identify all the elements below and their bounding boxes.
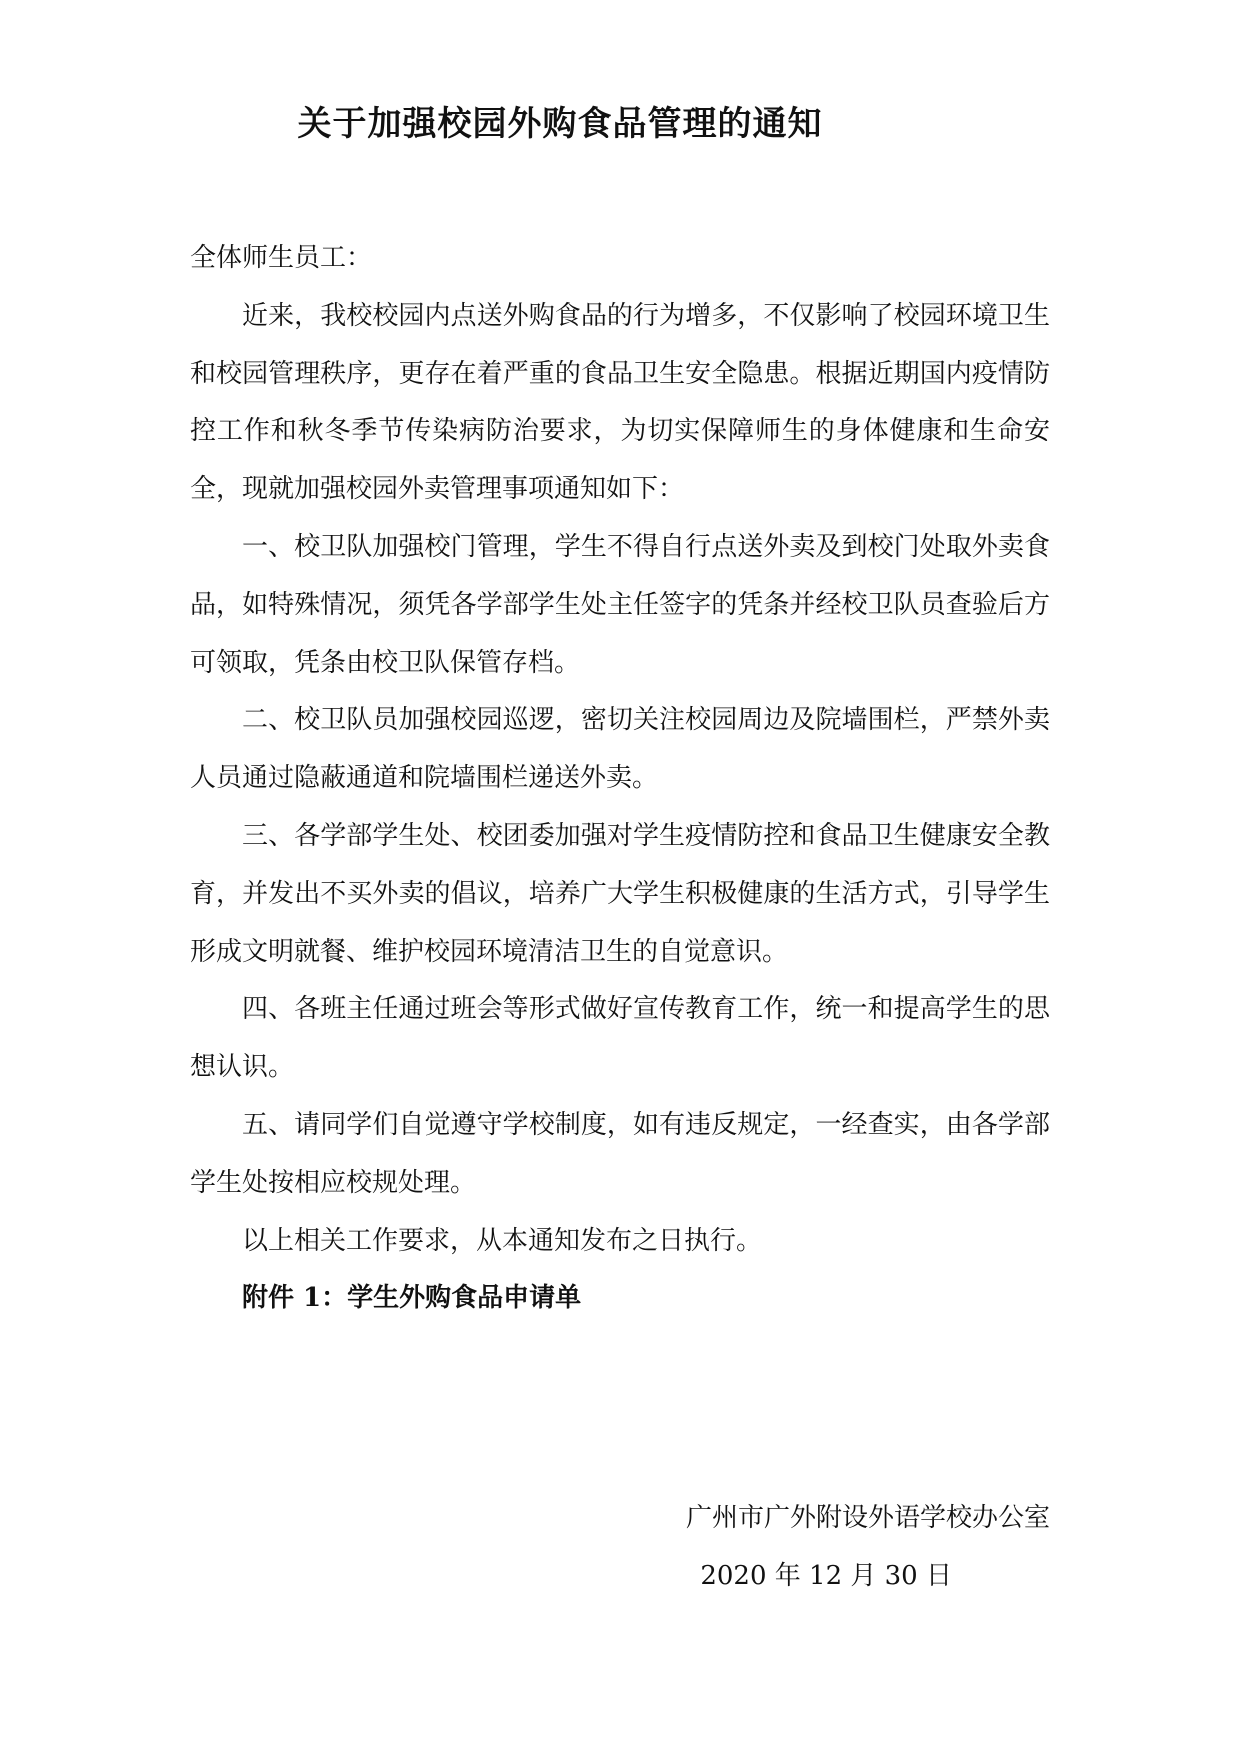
issuer-name: 广州市广外附设外语学校办公室 — [685, 1503, 1050, 1533]
document-title: 关于加强校园外购食品管理的通知 — [297, 104, 823, 144]
intro-paragraph: 近来，我校校园内点送外购食品的行为增多，不仅影响了校园环境卫生和校园管理秩序，更存在着严重的食品卫生安全隐患。根据近期国内疫情防控工作和秋冬季节传染病防治要求，为切实保障师生的身体健康和生命安全，现就加强校园外卖管理事项通知如下： — [190, 300, 1050, 505]
document-body — [190, 230, 1050, 1328]
item-paragraph-1: 一、校卫队加强校门管理，学生不得自行点送外卖及到校门处取外卖食品，如特殊情况，须凭各学部学生处主任签字的凭条并经校卫队员查验后方可领取，凭条由校卫队保管存档。 — [190, 531, 1050, 678]
signoff-block — [686, 1490, 1050, 1606]
item-paragraph-3: 三、各学部学生处、校团委加强对学生疫情防控和食品卫生健康安全教育，并发出不买外卖的倡议，培养广大学生积极健康的生活方式，引导学生形成文明就餐、维护校园环境清洁卫生的自觉意识。 — [190, 820, 1050, 967]
closing-paragraph: 以上相关工作要求，从本通知发布之日执行。 — [242, 1225, 763, 1256]
issue-date: 2020 年 12 月 30 日 — [700, 1560, 952, 1591]
item-paragraph-4: 四、各班主任通过班会等形式做好宣传教育工作，统一和提高学生的思想认识。 — [190, 994, 1050, 1083]
item-paragraph-2: 二、校卫队员加强校园巡逻，密切关注校园周边及院墙围栏，严禁外卖人员通过隐蔽通道和院墙围栏递送外卖。 — [190, 705, 1050, 794]
salutation: 全体师生员工： — [190, 243, 373, 273]
attachment-line: 附件 1：学生外购食品申请单 — [242, 1283, 582, 1314]
item-paragraph-5: 五、请同学们自觉遵守学校制度，如有违反规定，一经查实，由各学部学生处按相应校规处理。 — [190, 1109, 1050, 1198]
